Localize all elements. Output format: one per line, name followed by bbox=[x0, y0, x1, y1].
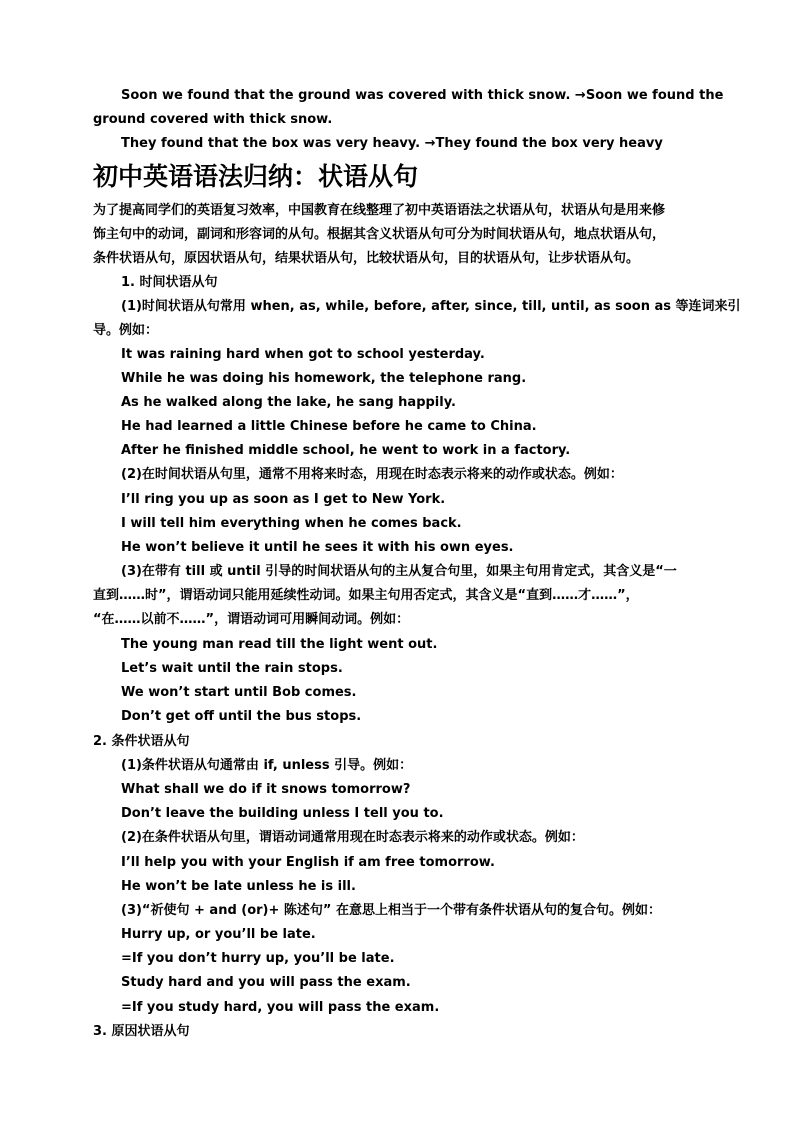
text-line: 条件状语从句，原因状语从句，结果状语从句，比较状语从句，目的状语从句，让步状语从句。 bbox=[93, 251, 640, 266]
example-line: He won’t believe it until he sees it with his own eyes. bbox=[121, 540, 514, 555]
text-line: (3)在带有 till 或 until 引导的时间状语从句的主从复合句里，如果主句用肯定式，其含义是“一 bbox=[121, 564, 677, 579]
example-line: =If you don’t hurry up, you’ll be late. bbox=[121, 951, 395, 966]
text-line: (1)时间状语从句常用 when, as, while, before, after, since, till, until, as soon as 等连词来引 bbox=[121, 299, 741, 314]
example-line: It was raining hard when got to school yesterday. bbox=[121, 347, 485, 362]
section-heading: 3. 原因状语从句 bbox=[93, 1024, 190, 1039]
text-line: They found that the box was very heavy. →They found the box very heavy bbox=[121, 136, 663, 151]
example-line: I’ll ring you up as soon as I get to New York. bbox=[121, 492, 446, 507]
text-line: “在……以前不……”，谓语动词可用瞬间动词。例如： bbox=[93, 612, 410, 627]
text-line: 为了提高同学们的英语复习效率，中国教育在线整理了初中英语语法之状语从句，状语从句是用来修 bbox=[93, 203, 666, 218]
text-line: 饰主句中的动词，副词和形容词的从句。根据其含义状语从句可分为时间状语从句，地点状语从句， bbox=[93, 227, 666, 242]
example-line: Let’s wait until the rain stops. bbox=[121, 661, 343, 676]
example-line: He had learned a little Chinese before he came to China. bbox=[121, 419, 537, 434]
example-line: Study hard and you will pass the exam. bbox=[121, 975, 411, 990]
example-line: Don’t leave the building unless I tell you to. bbox=[121, 806, 444, 821]
example-line: I’ll help you with your English if am free tomorrow. bbox=[121, 855, 495, 870]
example-line: The young man read till the light went out. bbox=[121, 637, 438, 652]
text-line: 导。例如： bbox=[93, 323, 159, 338]
example-line: After he finished middle school, he went to work in a factory. bbox=[121, 443, 571, 458]
example-line: We won’t start until Bob comes. bbox=[121, 685, 357, 700]
text-line: ground covered with thick snow. bbox=[93, 112, 333, 127]
text-line: (3)“祈使句 + and (or)+ 陈述句” 在意思上相当于一个带有条件状语从句的复合句。例如： bbox=[121, 903, 661, 918]
example-line: What shall we do if it snows tomorrow? bbox=[121, 782, 411, 797]
example-line: Don’t get off until the bus stops. bbox=[121, 709, 362, 724]
text-line: 直到……时”，谓语动词只能用延续性动词。如果主句用否定式，其含义是“直到……才……”， bbox=[93, 588, 639, 603]
section-heading: 2. 条件状语从句 bbox=[93, 734, 190, 749]
text-line: (1)条件状语从句通常由 if, unless 引导。例如： bbox=[121, 758, 413, 773]
page-title: 初中英语语法归纳：状语从句 bbox=[93, 162, 419, 191]
example-line: I will tell him everything when he comes back. bbox=[121, 516, 462, 531]
text-line: (2)在时间状语从句里，通常不用将来时态，用现在时态表示将来的动作或状态。例如： bbox=[121, 467, 623, 482]
text-line: (2)在条件状语从句里，谓语动词通常用现在时态表示将来的动作或状态。例如： bbox=[121, 830, 584, 845]
example-line: He won’t be late unless he is ill. bbox=[121, 879, 356, 894]
example-line: As he walked along the lake, he sang happily. bbox=[121, 395, 456, 410]
section-heading: 1. 时间状语从句 bbox=[121, 275, 218, 290]
text-line: Soon we found that the ground was covered with thick snow. →Soon we found the bbox=[121, 88, 724, 103]
example-line: Hurry up, or you’ll be late. bbox=[121, 927, 316, 942]
example-line: While he was doing his homework, the telephone rang. bbox=[121, 371, 527, 386]
example-line: =If you study hard, you will pass the exam. bbox=[121, 1000, 440, 1015]
